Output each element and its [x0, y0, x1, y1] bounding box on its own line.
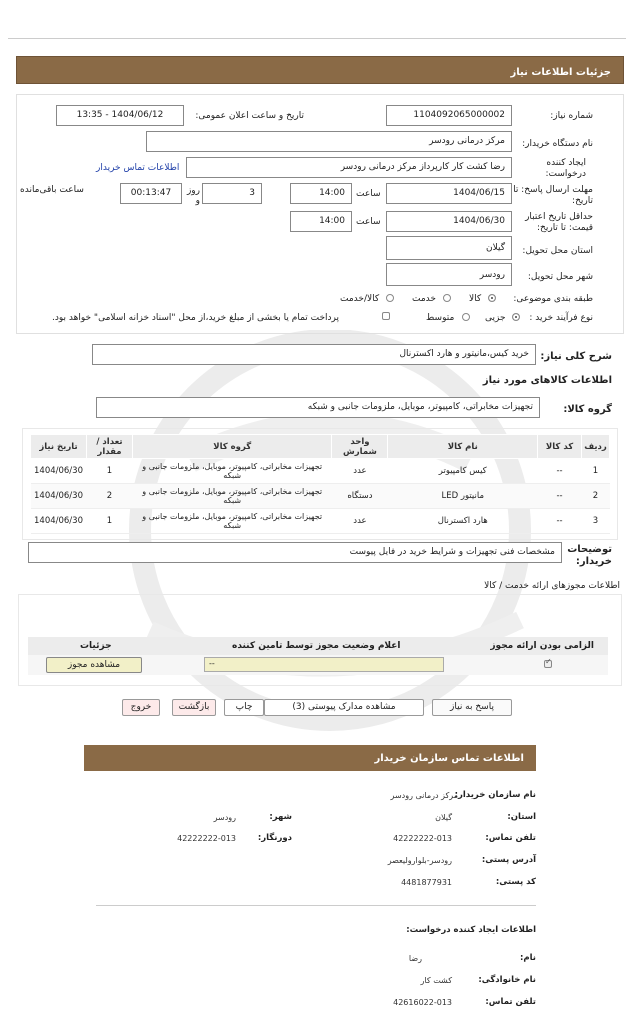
goods-group-field: تجهیزات مخابراتی، کامپیوتر، موبایل، ملزومات جانبی و شبکه: [96, 397, 540, 418]
category-option-service: خدمت: [412, 294, 436, 304]
watermark-logo: [0, 330, 634, 750]
contact-org-value: مرکز درمانی رودسر: [390, 791, 458, 800]
cell-name: مانیتور LED: [388, 484, 538, 509]
contact-fax-label: دورنگار:: [257, 833, 292, 843]
contact-phone-label: تلفن تماس:: [485, 833, 536, 843]
cell-date: 1404/06/30: [31, 484, 87, 509]
cell-date: 1404/06/30: [31, 459, 87, 484]
province-field: گیلان: [386, 236, 512, 260]
price-validity-time-label: ساعت: [356, 217, 381, 227]
requester-name-label: نام:: [519, 953, 536, 963]
process-option-minor: جزیی: [485, 313, 506, 323]
col-name: نام کالا: [388, 435, 538, 459]
cell-unit: عدد: [332, 459, 388, 484]
buyer-org-field: مرکز درمانی رودسر: [146, 131, 512, 152]
process-label: نوع فرآیند خرید :: [529, 313, 593, 323]
cell-row: 1: [582, 459, 610, 484]
license-col-details: جزئیات: [80, 641, 112, 651]
cell-unit: دستگاه: [332, 484, 388, 509]
treasury-payment-checkbox[interactable]: [382, 312, 390, 320]
goods-table-header-row: [31, 435, 610, 459]
province-label: استان محل تحویل:: [522, 246, 593, 256]
col-row: ردیف: [582, 435, 610, 459]
process-radio-medium[interactable]: [462, 313, 470, 321]
announce-date-label: تاریخ و ساعت اعلان عمومی:: [195, 111, 304, 121]
requester-phone-label: تلفن تماس:: [485, 997, 536, 1007]
requester-family-label: نام خانوادگی:: [478, 975, 536, 985]
category-radio-goods[interactable]: [488, 294, 496, 302]
city-field: رودسر: [386, 263, 512, 286]
reply-button[interactable]: پاسخ به نیاز: [432, 699, 512, 716]
need-number-field: 1104092065000002: [386, 105, 512, 126]
requester-field: رضا کشت کار کارپرداز مرکز درمانی رودسر: [186, 157, 512, 178]
cell-code: --: [538, 509, 582, 534]
buyer-contact-header: [84, 745, 536, 771]
category-radio-service[interactable]: [443, 294, 451, 302]
contact-province-value: گیلان: [435, 813, 452, 822]
license-col-status: اعلام وضعیت مجوز توسط تامین کننده: [232, 641, 401, 651]
requester-name-value: رضا: [408, 954, 422, 963]
cell-row: 3: [582, 509, 610, 534]
cell-code: --: [538, 459, 582, 484]
cell-code: --: [538, 484, 582, 509]
summary-field: خرید کیس،مانیتور و هارد اکسترنال: [92, 344, 536, 365]
contact-city-value: رودسر: [213, 813, 236, 822]
contact-province-label: استان:: [507, 812, 536, 822]
announce-date-field: 1404/06/12 - 13:35: [56, 105, 184, 126]
cell-name: هارد اکسترنال: [388, 509, 538, 534]
col-code: کد کالا: [538, 435, 582, 459]
contact-postal-value: 4481877931: [401, 878, 452, 887]
category-option-both: کالا/خدمت: [340, 294, 380, 304]
cell-group: تجهیزات مخابراتی، کامپیوتر، موبایل، ملزومات جانبی و شبکه: [132, 509, 332, 534]
col-qty: تعداد / مقدار: [87, 435, 133, 459]
category-radio-both[interactable]: [386, 294, 394, 302]
days-field: 3: [202, 183, 262, 204]
contact-address-value: رودسر-بلوارولیعصر: [387, 856, 452, 865]
table-row: [31, 484, 610, 509]
requester-family-value: کشت کار: [420, 976, 452, 985]
price-validity-time-field: 14:00: [290, 211, 352, 232]
deadline-date-field: 1404/06/15: [386, 183, 512, 204]
need-number-label: شماره نیاز:: [550, 111, 593, 121]
price-validity-date-field: 1404/06/30: [386, 211, 512, 232]
buyer-org-label: نام دستگاه خریدار:: [522, 139, 593, 149]
cell-unit: عدد: [332, 509, 388, 534]
city-label: شهر محل تحویل:: [527, 272, 593, 282]
goods-info-title: اطلاعات کالاهای مورد نیاز: [482, 375, 612, 386]
cell-date: 1404/06/30: [31, 509, 87, 534]
treasury-payment-note: پرداخت تمام یا بخشی از مبلغ خرید،از محل "اسناد خزانه اسلامی" خواهد بود.: [52, 313, 340, 323]
page-header: [16, 56, 624, 84]
buyer-notes-field: مشخصات فنی تجهیزات و شرایط خرید در فایل پیوست: [28, 542, 562, 563]
top-divider: [8, 38, 626, 39]
buyer-notes-label: توضیحات خریدار:: [567, 544, 612, 567]
requester-info-title: اطلاعات ایجاد کننده درخواست:: [406, 925, 536, 935]
requester-phone-value: 42616022-013: [393, 998, 452, 1007]
contact-address-label: آدرس پستی:: [481, 855, 536, 865]
deadline-label: مهلت ارسال پاسخ: تا تاریخ:: [513, 185, 593, 206]
print-button[interactable]: چاپ: [224, 699, 264, 716]
cell-qty: 1: [87, 459, 133, 484]
exit-button[interactable]: خروج: [122, 699, 160, 716]
remaining-time-field: 00:13:47: [120, 183, 182, 204]
contact-fax-value: 42222222-013: [177, 834, 236, 843]
buyer-contact-title: اطلاعات تماس سازمان خریدار: [374, 753, 524, 764]
category-label: طبقه بندی موضوعی:: [513, 294, 593, 304]
license-status-field: --: [204, 657, 444, 672]
contact-org-label: نام سازمان خریدار:: [454, 790, 536, 800]
col-unit: واحد شمارش: [332, 435, 388, 459]
table-row: [31, 459, 610, 484]
category-option-goods: کالا: [469, 294, 482, 304]
cell-name: کیس کامپیوتر: [388, 459, 538, 484]
col-group: گروه کالا: [132, 435, 332, 459]
requester-label: ایجاد کننده درخواست:: [545, 158, 586, 179]
process-option-medium: متوسط: [426, 313, 455, 323]
back-button[interactable]: بازگشت: [172, 699, 216, 716]
contact-phone-value: 42222222-013: [393, 834, 452, 843]
table-row: [31, 509, 610, 534]
deadline-time-field: 14:00: [290, 183, 352, 204]
col-date: تاریخ نیاز: [31, 435, 87, 459]
page-title: جزئیات اطلاعات نیاز: [510, 67, 611, 78]
cell-row: 2: [582, 484, 610, 509]
attachments-button[interactable]: مشاهده مدارک پیوستی (3): [264, 699, 424, 716]
goods-group-label: گروه کالا:: [563, 404, 612, 415]
buyer-contact-link[interactable]: اطلاعات تماس خریدار: [96, 163, 180, 173]
checkmark-icon: ✓: [545, 657, 552, 666]
cell-group: تجهیزات مخابراتی، کامپیوتر، موبایل، ملزومات جانبی و شبکه: [132, 459, 332, 484]
price-validity-label: حداقل تاریخ اعتبار قیمت: تا تاریخ:: [525, 212, 593, 233]
contact-city-label: شهر:: [269, 812, 292, 822]
cell-qty: 1: [87, 509, 133, 534]
license-col-required: الزامی بودن ارائه مجوز: [490, 641, 594, 651]
process-radio-minor[interactable]: [512, 313, 520, 321]
summary-label: شرح کلی نیاز:: [540, 351, 612, 362]
license-title: اطلاعات مجوزهای ارائه خدمت / کالا: [484, 581, 620, 591]
cell-group: تجهیزات مخابراتی، کامپیوتر، موبایل، ملزومات جانبی و شبکه: [132, 484, 332, 509]
view-license-button[interactable]: مشاهده مجوز: [46, 657, 142, 673]
contact-divider: [96, 905, 536, 906]
deadline-time-label: ساعت: [356, 189, 381, 199]
remaining-time-label: ساعت باقی‌مانده: [20, 185, 84, 195]
goods-table: [30, 434, 610, 534]
contact-postal-label: کد پستی:: [495, 877, 536, 887]
cell-qty: 2: [87, 484, 133, 509]
days-label: روز و: [186, 186, 200, 206]
